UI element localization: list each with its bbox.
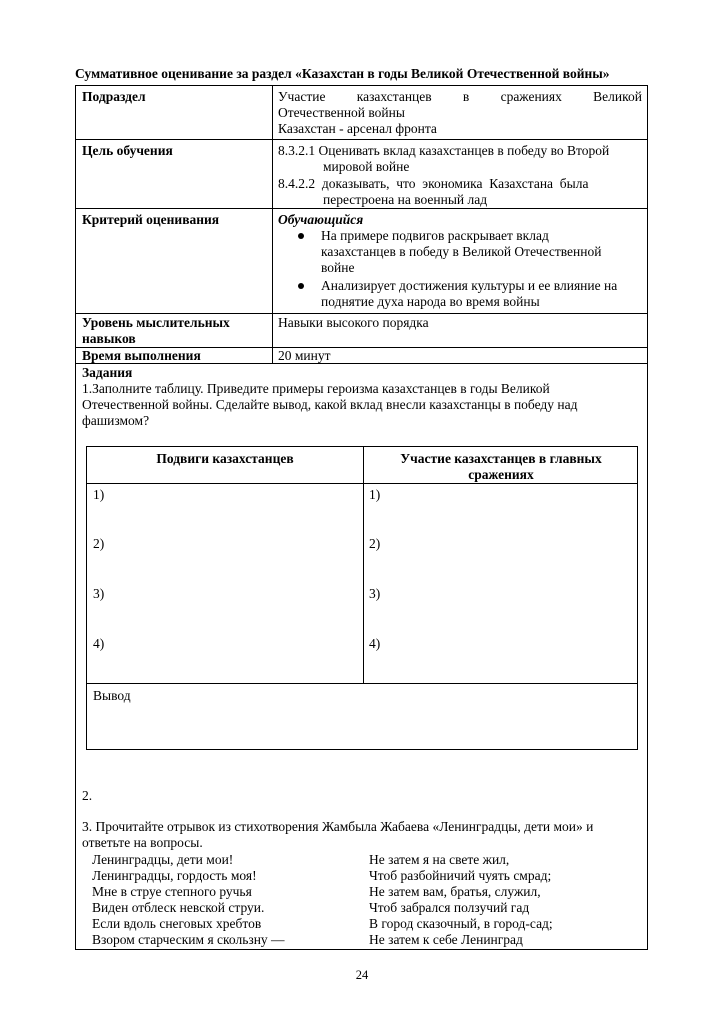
poem-line: В город сказочный, в город-сад; [369,916,553,931]
row-divider [76,139,647,140]
row-divider [87,483,637,484]
subsection-line2: Отечественной войны [278,105,405,120]
thinking-value: Навыки высокого порядка [278,315,429,330]
subsection-line3: Казахстан - арсенал фронта [278,121,437,136]
time-value: 20 минут [278,348,331,363]
poem-right-column [369,852,553,948]
row-divider [87,683,637,684]
thinking-label-line1: Уровень мыслительных [82,315,230,330]
row-divider [76,313,647,314]
row-divider [76,208,647,209]
poem-line: Взором старческим я скользну — [92,932,285,947]
feat-item-1[interactable]: 1) [93,487,105,502]
page-number: 24 [355,968,369,982]
learner-heading: Обучающийся [278,212,364,227]
conclusion-field[interactable]: Вывод [93,688,131,703]
criterion-2-line2: поднятие духа народа во время войны [321,294,540,309]
task-3-line2: ответьте на вопросы. [82,835,203,850]
criterion-2-line1: Анализирует достижения культуры и ее влияние на [321,278,618,293]
task-2-number: 2. [82,788,93,803]
task-1-line2: Отечественной войны. Сделайте вывод, какой вклад внесли казахстанцы в победу над [82,397,578,412]
battle-item-2[interactable]: 2) [369,536,381,551]
subsection-line1: Участие казахстанцев в сражениях Великой [278,89,642,104]
task-1-line1: 1.Заполните таблицу. Приведите примеры героизма казахстанцев в годы Великой [82,381,550,396]
column-header-feats: Подвиги казахстанцев [156,451,294,466]
poem-line: Не затем к себе Ленинград [369,932,523,947]
poem-line: Мне в струе степного ручья [92,884,252,899]
battle-item-3[interactable]: 3) [369,586,381,601]
poem-left-column [92,852,285,948]
goal-label: Цель обучения [82,143,173,158]
feat-item-4[interactable]: 4) [93,636,105,651]
criterion-1-line3: войне [321,260,355,275]
poem-line: Чтоб забрался ползучий гад [369,900,530,915]
feat-item-2[interactable]: 2) [93,536,105,551]
column-header-battles: Участие казахстанцев в главных сражениях [400,451,602,482]
goal-1-line2: мировой войне [323,159,410,174]
column-divider [272,86,273,363]
column-divider [363,447,364,683]
poem-line: Виден отблеск невской струи. [92,900,265,915]
poem-line: Ленинградцы, дети мои! [92,852,234,867]
thinking-label-line2: навыков [82,331,136,346]
poem-line: Ленинградцы, гордость моя! [92,868,257,883]
answer-table [86,446,638,750]
battle-item-4[interactable]: 4) [369,636,381,651]
poem-line: Чтоб разбойничий чуять смрад; [369,868,552,883]
criterion-1-line1: На примере подвигов раскрывает вклад [321,228,549,243]
poem-line: Не затем вам, братья, служил, [369,884,541,899]
tasks-heading: Задания [82,365,133,380]
criterion-1-line2: казахстанцев в победу в Великой Отечественной [321,244,602,259]
poem-line: Не затем я на свете жил, [369,852,510,867]
subsection-label: Подраздел [82,89,146,104]
battle-item-1[interactable]: 1) [369,487,381,502]
goal-2-line2: перестроена на военный лад [323,192,488,207]
task-1-line3: фашизмом? [82,413,150,428]
document-title: Суммативное оценивание за раздел «Казахстан в годы Великой Отечественной войны» [75,66,610,81]
poem-line: Если вдоль снеговых хребтов [92,916,262,931]
task-3-line1: 3. Прочитайте отрывок из стихотворения Жамбыла Жабаева «Ленинградцы, дети мои» и [82,819,594,834]
feat-item-3[interactable]: 3) [93,586,105,601]
goal-2-line1: 8.4.2.2 доказывать, что экономика Казахстана была [278,176,589,191]
criteria-label: Критерий оценивания [82,212,220,227]
time-label: Время выполнения [82,348,201,363]
goal-1-line1: 8.3.2.1 Оценивать вклад казахстанцев в победу во Второй [278,143,610,158]
